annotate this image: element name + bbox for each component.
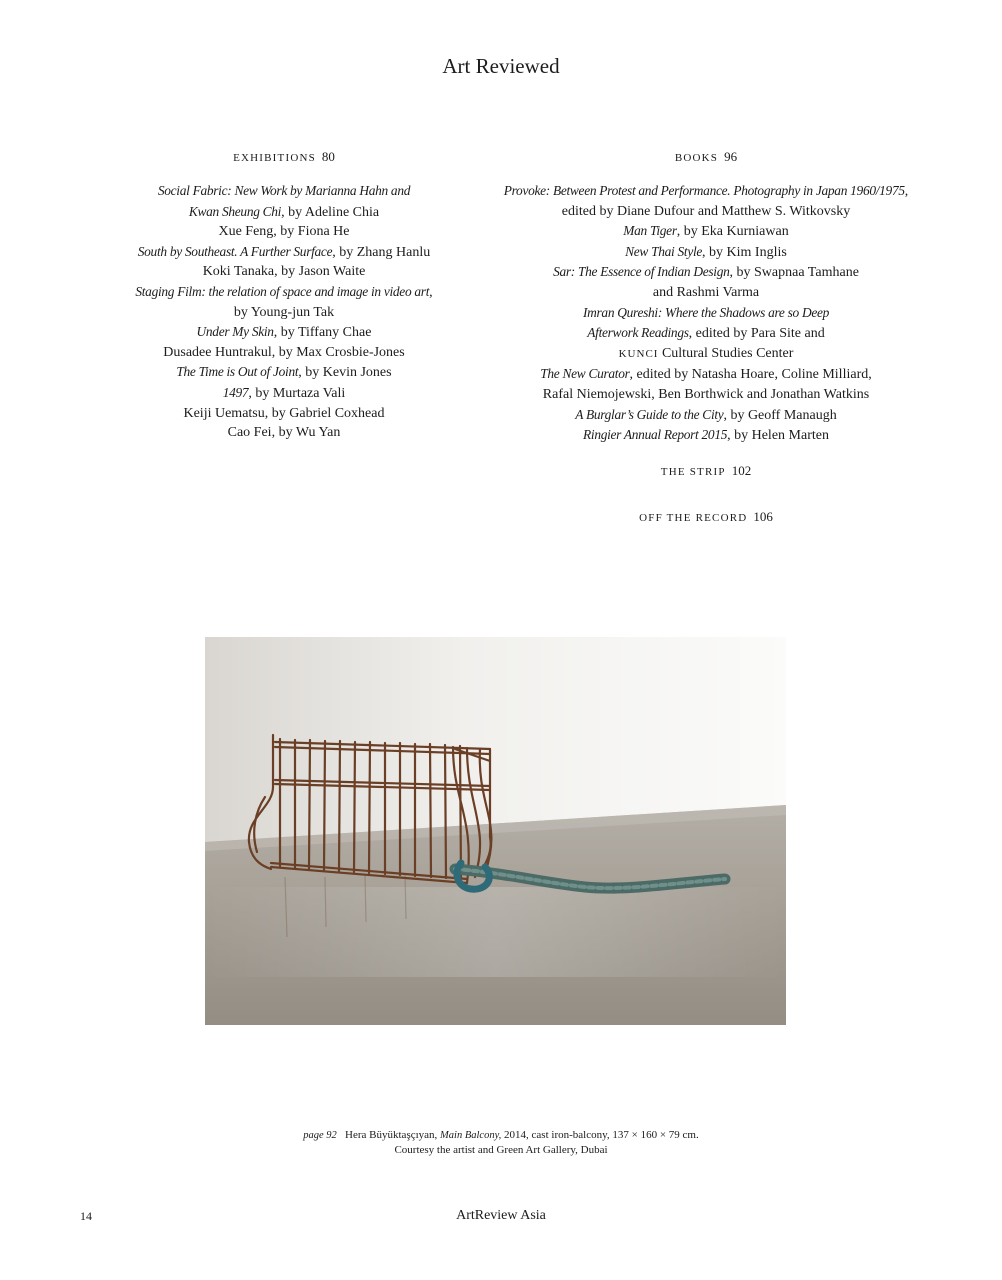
entry-title: A Burglar’s Guide to the City bbox=[575, 406, 724, 422]
entry-smallcaps: KUNCI bbox=[618, 347, 659, 360]
books-list bbox=[496, 181, 916, 446]
list-item bbox=[496, 385, 916, 405]
entry-text: and Rashmi Varma bbox=[652, 284, 760, 300]
entry-title: Staging Film: the relation of space and image in video art bbox=[135, 283, 430, 299]
list-item bbox=[120, 303, 448, 323]
entry-title: Afterwork Readings bbox=[587, 325, 689, 341]
list-item bbox=[496, 425, 916, 446]
entry-title: 1497 bbox=[222, 384, 249, 400]
list-item bbox=[120, 242, 448, 263]
entry-title: Man Tiger bbox=[623, 223, 677, 239]
exhibitions-list bbox=[120, 181, 448, 443]
entry-text: , by Helen Marten bbox=[727, 428, 829, 444]
magazine-name: ArtReview Asia bbox=[456, 1208, 546, 1223]
entry-title: Kwan Sheung Chi bbox=[188, 203, 282, 219]
caption-details: 2014, cast iron-balcony, 137 × 160 × 79 cm. bbox=[504, 1129, 699, 1141]
entry-text: Cao Fei, by Wu Yan bbox=[227, 425, 341, 441]
books-label: BOOKS bbox=[674, 152, 719, 164]
list-item bbox=[120, 423, 448, 443]
exhibitions-heading bbox=[120, 148, 448, 167]
page-title: Art Reviewed bbox=[442, 54, 560, 78]
entry-text: Xue Feng, by Fiona He bbox=[218, 224, 350, 240]
entry-title: Under My Skin bbox=[196, 324, 274, 340]
entry-text: Rafal Niemojewski, Ben Borthwick and Jonathan Watkins bbox=[542, 386, 870, 402]
entry-text: , bbox=[904, 184, 909, 199]
entry-text: edited by Diane Dufour and Matthew S. Witkovsky bbox=[561, 203, 851, 219]
entry-text: , by Murtaza Vali bbox=[248, 385, 346, 401]
list-item bbox=[120, 362, 448, 383]
entry-title: The Time is Out of Joint bbox=[176, 364, 299, 380]
entry-text: , by Adeline Chia bbox=[281, 204, 380, 220]
entry-text: , by Swapnaa Tamhane bbox=[729, 265, 859, 281]
list-item bbox=[496, 405, 916, 426]
list-item bbox=[120, 181, 448, 202]
books-page: 96 bbox=[724, 149, 738, 164]
entry-text: , by Eka Kurniawan bbox=[676, 224, 789, 240]
exhibitions-column bbox=[120, 148, 448, 443]
books-heading bbox=[496, 148, 916, 167]
list-item bbox=[496, 262, 916, 283]
entry-text: Cultural Studies Center bbox=[658, 345, 794, 361]
caption-page-ref: page 92 bbox=[303, 1130, 337, 1141]
entry-text: , by Tiffany Chae bbox=[273, 325, 372, 341]
list-item bbox=[120, 202, 448, 223]
entry-text: , by Zhang Hanlu bbox=[332, 244, 431, 260]
exhibitions-label: EXHIBITIONS bbox=[233, 152, 316, 164]
entry-text: Dusadee Huntrakul, by Max Crosbie-Jones bbox=[163, 344, 405, 360]
artwork-photo bbox=[205, 637, 786, 1025]
photo-caption bbox=[0, 1128, 1002, 1158]
entry-text: , by Kevin Jones bbox=[298, 365, 392, 381]
entry-title: New Thai Style bbox=[625, 243, 703, 259]
strip-page: 102 bbox=[731, 463, 752, 478]
entry-title: South by Southeast. A Further Surface bbox=[137, 243, 333, 259]
caption-artist: Hera Büyüktaşçıyan, bbox=[345, 1129, 438, 1141]
list-item bbox=[496, 303, 916, 324]
list-item bbox=[120, 222, 448, 242]
list-item bbox=[120, 262, 448, 282]
list-item bbox=[120, 404, 448, 424]
record-page: 106 bbox=[753, 509, 773, 524]
list-item bbox=[496, 242, 916, 263]
list-item bbox=[496, 221, 916, 242]
strip-heading bbox=[496, 462, 916, 481]
list-item bbox=[496, 344, 916, 365]
entry-text: , by Geoff Manaugh bbox=[723, 407, 837, 423]
list-item bbox=[496, 202, 916, 222]
list-item bbox=[496, 283, 916, 303]
entry-text: , edited by Natasha Hoare, Coline Milliard, bbox=[629, 367, 872, 383]
caption-work: Main Balcony, bbox=[440, 1130, 502, 1141]
list-item bbox=[120, 322, 448, 343]
off-the-record-heading bbox=[496, 508, 916, 527]
books-column bbox=[496, 148, 916, 446]
list-item bbox=[120, 282, 448, 303]
entry-text: Keiji Uematsu, by Gabriel Coxhead bbox=[183, 405, 385, 421]
entry-title: The New Curator bbox=[540, 366, 630, 382]
list-item bbox=[496, 364, 916, 385]
list-item bbox=[120, 343, 448, 363]
strip-label: THE STRIP bbox=[660, 466, 726, 478]
entry-text: by Young-jun Tak bbox=[233, 304, 335, 320]
record-label: OFF THE RECORD bbox=[639, 512, 748, 524]
entry-title: Sar: The Essence of Indian Design bbox=[553, 264, 730, 280]
entry-title: Social Fabric: New Work by Marianna Hahn and bbox=[157, 183, 411, 198]
entry-text: , by Kim Inglis bbox=[702, 244, 787, 260]
list-item bbox=[496, 181, 916, 202]
entry-title: Ringier Annual Report 2015 bbox=[583, 427, 728, 443]
exhibitions-page: 80 bbox=[321, 149, 335, 164]
balcony-sculpture-illustration bbox=[205, 637, 786, 1025]
page-number: 14 bbox=[80, 1209, 92, 1223]
caption-line-1 bbox=[0, 1128, 1002, 1143]
entry-title: Imran Qureshi: Where the Shadows are so Deep bbox=[582, 304, 829, 320]
entry-text: Koki Tanaka, by Jason Waite bbox=[202, 264, 366, 280]
entry-text: , edited by Para Site and bbox=[688, 326, 825, 342]
list-item bbox=[496, 323, 916, 344]
caption-credit: Courtesy the artist and Green Art Gallery, Dubai bbox=[394, 1144, 608, 1156]
entry-title: Provoke: Between Protest and Performance. Photography in Japan 1960/1975 bbox=[503, 183, 905, 198]
list-item bbox=[120, 383, 448, 404]
entry-text: , bbox=[429, 284, 433, 300]
